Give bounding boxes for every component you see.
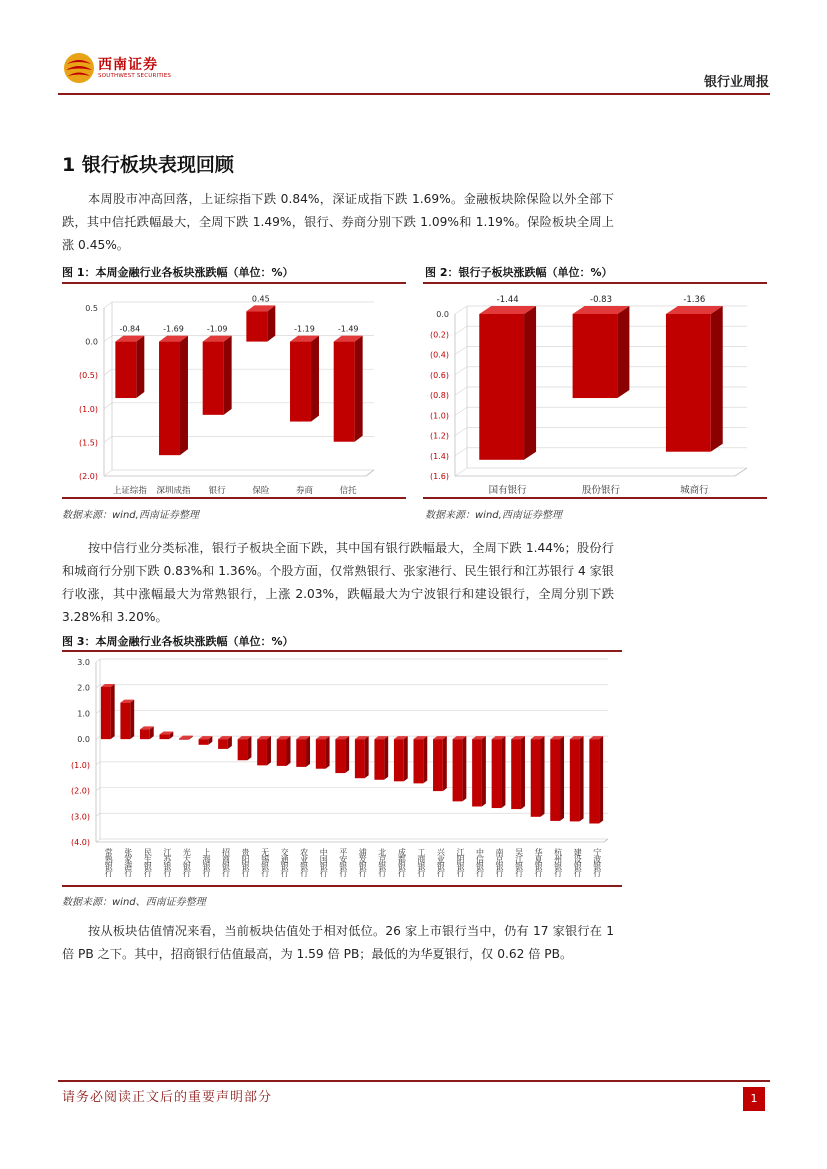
figure-3-source: 数据来源：wind、西南证券整理 (62, 897, 206, 908)
x-tick-label: 兴业银行 (436, 848, 446, 876)
bar-side (136, 336, 144, 398)
bar-side (247, 736, 251, 760)
x-tick-label: 无锡银行 (260, 848, 270, 876)
x-tick-label: 农业银行 (299, 848, 309, 876)
x-tick-label: 江苏银行 (162, 848, 172, 876)
gridline-diagonal (96, 813, 100, 816)
bar-side (443, 736, 447, 791)
bar (334, 342, 355, 442)
bar (394, 739, 404, 781)
gridline-diagonal (96, 685, 100, 688)
x-tick-label: 招商银行 (221, 848, 231, 876)
x-tick-label: 券商 (295, 486, 314, 496)
figure-3-chart (62, 652, 622, 884)
gridline-diagonal (455, 428, 467, 436)
bar-side (311, 336, 319, 422)
x-tick-label: 平安银行 (338, 848, 348, 876)
x-tick-label: 中信银行 (475, 848, 485, 876)
bar (120, 703, 130, 740)
gridline-diagonal (104, 302, 112, 308)
header-divider (58, 93, 770, 95)
data-label: -0.83 (590, 295, 612, 305)
footer-notice: 请务必阅读正文后的重要声明部分 (62, 1090, 273, 1105)
bar (472, 739, 482, 806)
bar (570, 739, 580, 821)
y-tick-label: (0.4) (430, 350, 449, 360)
bar (453, 739, 463, 801)
bar-side (462, 736, 466, 801)
gridline-diagonal (96, 710, 100, 713)
bar-side (267, 305, 275, 341)
bar-side (404, 736, 408, 781)
page-number: 1 (743, 1087, 765, 1111)
bar-side (711, 306, 723, 452)
y-tick-label: (0.8) (430, 391, 449, 400)
bar-side (306, 736, 310, 767)
x-tick-label: 中国银行 (319, 848, 329, 876)
gridline-diagonal (104, 336, 112, 342)
bar (218, 739, 228, 749)
y-tick-label: (4.0) (71, 838, 90, 847)
bar (203, 342, 224, 415)
y-tick-label: (2.0) (79, 472, 98, 481)
paragraph-2: 按中信行业分类标准，银行子板块全面下跌，其中国有银行跌幅最大，全周下跌 1.44%；股份行和城商行分别下跌 0.83%和 1.36%。个股方面，仅常熟银行、张家港行、民生银行和江苏银行 4 家银行收涨，其中涨幅最大为常熟银行，上涨 2.03%，跌幅最大为宁波银行和建设银行，全周分别下跌 3.28%和 3.20%。 (62, 541, 614, 624)
gridline-diagonal (96, 839, 100, 842)
bar-side (524, 306, 536, 460)
section-title: 1 银行板块表现回顾 (62, 154, 234, 176)
floor-edge-diagonal (366, 470, 374, 476)
footer-divider (58, 1080, 770, 1082)
gridline-diagonal (455, 367, 467, 375)
bar-side (560, 736, 564, 821)
gridline-diagonal (104, 436, 112, 442)
x-tick-label: 深圳成指 (156, 486, 191, 496)
x-tick-label: 银行 (208, 486, 226, 496)
gridline-diagonal (455, 407, 467, 415)
bar (355, 739, 365, 778)
bar-side (580, 736, 584, 821)
bar-side (384, 736, 388, 780)
bar (316, 739, 326, 769)
gridline-diagonal (455, 306, 467, 314)
y-tick-label: 0.5 (85, 304, 98, 313)
x-tick-label: 上海银行 (201, 848, 211, 876)
bar-side (617, 306, 629, 398)
x-tick-label: 宁波银行 (592, 848, 602, 876)
bar-side (326, 736, 330, 769)
y-tick-label: 0.0 (436, 310, 449, 319)
bar-side (355, 336, 363, 442)
bar (414, 739, 424, 783)
data-label: -1.44 (496, 295, 519, 305)
y-tick-label: (3.0) (71, 812, 90, 822)
gridline-diagonal (455, 448, 467, 456)
bar (492, 739, 502, 808)
gridline-diagonal (455, 387, 467, 395)
gridline-diagonal (455, 347, 467, 355)
x-tick-label: 建设银行 (573, 848, 583, 876)
data-label: -1.69 (163, 324, 184, 334)
bar (479, 314, 524, 460)
bar (335, 739, 345, 773)
bar-side (541, 736, 545, 817)
x-tick-label: 光大银行 (182, 848, 192, 876)
y-tick-label: (1.0) (430, 411, 449, 421)
data-label: -1.09 (206, 324, 228, 334)
y-tick-label: (1.2) (430, 431, 449, 441)
paragraph-3: 按从板块估值情况来看，当前板块估值处于相对低位。26 家上市银行当中，仍有 17 家银行在 1 倍 PB 之下。其中，招商银行估值最高，为 1.59 倍 PB；最低的为华夏银行，仅 0.62 倍 PB。 (62, 924, 614, 961)
bar (589, 739, 599, 823)
figure-2-source: 数据来源：wind,西南证券整理 (425, 510, 562, 521)
bar (101, 687, 111, 739)
gridline-diagonal (96, 736, 100, 739)
bar (115, 342, 136, 398)
figure-3-bottom-rule (62, 885, 622, 887)
x-tick-label: 城商行 (680, 485, 709, 496)
bar (179, 739, 189, 740)
x-tick-label: 保险 (252, 486, 270, 496)
x-tick-label: 南京银行 (495, 848, 505, 876)
bar-side (287, 736, 291, 766)
x-tick-label: 民生银行 (143, 848, 153, 876)
gridline-diagonal (96, 762, 100, 765)
bar (160, 735, 170, 740)
bar (531, 739, 541, 817)
y-tick-label: 0.0 (77, 735, 90, 745)
bar (246, 311, 267, 341)
bar (199, 739, 209, 745)
x-tick-label: 工商银行 (416, 848, 426, 876)
x-tick-label: 成都银行 (397, 848, 407, 876)
x-tick-label: 吴江银行 (514, 848, 524, 876)
gridline-diagonal (104, 403, 112, 409)
bar (511, 739, 521, 809)
x-tick-label: 贵阳银行 (241, 848, 251, 876)
logo-subtitle: SOUTHWEST SECURITIES (98, 73, 172, 79)
bar-side (599, 736, 603, 823)
figure-1-source: 数据来源：wind,西南证券整理 (62, 510, 199, 521)
y-tick-label: (1.0) (71, 760, 90, 770)
x-tick-label: 国有银行 (488, 485, 527, 496)
report-title: 银行业周报 (703, 75, 769, 90)
y-tick-label: (0.6) (430, 370, 449, 380)
y-tick-label: (2.0) (71, 786, 90, 796)
bar-side (482, 736, 486, 806)
y-tick-label: (1.6) (430, 472, 449, 481)
bar-side (345, 736, 349, 773)
bar-side (521, 736, 525, 809)
y-tick-label: (1.4) (430, 451, 449, 461)
x-tick-label: 上证综指 (112, 486, 147, 496)
bar-side (111, 684, 115, 739)
bar (666, 314, 711, 452)
bar-side (501, 736, 505, 808)
y-tick-label: 3.0 (77, 658, 90, 667)
bar (573, 314, 618, 398)
figure-2-bottom-rule (423, 497, 767, 499)
x-tick-label: 股份银行 (581, 485, 621, 496)
data-label: -1.49 (337, 324, 359, 334)
bar (238, 739, 248, 760)
bar-side (267, 736, 271, 765)
bar (159, 342, 180, 456)
figure-1-title: 图 1：本周金融行业各板块涨跌幅（单位：%） (62, 266, 294, 279)
logo-name: 西南证券 (98, 57, 158, 73)
gridline-diagonal (96, 659, 100, 662)
gridline-diagonal (455, 468, 467, 476)
y-tick-label: 0.0 (85, 337, 98, 347)
y-tick-label: (1.0) (79, 404, 98, 414)
figure-3-title: 图 3：本周金融行业各板块涨跌幅（单位：%） (62, 635, 294, 648)
bar-side (224, 336, 232, 415)
floor-edge-diagonal (604, 839, 608, 842)
x-tick-label: 华夏银行 (534, 848, 544, 876)
y-tick-label: (1.5) (79, 438, 98, 448)
floor-edge-diagonal (735, 468, 747, 476)
gridline-diagonal (455, 326, 467, 334)
bar (257, 739, 267, 765)
gridline-diagonal (96, 788, 100, 791)
paragraph-1: 本周股市冲高回落，上证综指下跌 0.84%，深证成指下跌 1.69%。金融板块除保险以外全部下跌，其中信托跌幅最大，全周下跌 1.49%，银行、券商分别下跌 1.09%和 1.19%。保险板块全周上涨 0.45%。 (62, 192, 614, 252)
bar (277, 739, 287, 766)
data-label: -1.36 (683, 295, 706, 305)
bar (296, 739, 306, 767)
figure-2-chart (423, 284, 767, 496)
x-tick-label: 常熟银行 (104, 848, 114, 876)
y-tick-label: 1.0 (77, 709, 90, 719)
x-tick-label: 张家港行 (123, 848, 133, 876)
figure-1-chart (62, 284, 406, 496)
y-tick-label: (0.5) (79, 371, 98, 381)
figure-2-title: 图 2：银行子板块涨跌幅（单位：%） (425, 266, 613, 279)
y-tick-label: (0.2) (430, 330, 449, 340)
x-tick-label: 北京银行 (377, 848, 387, 876)
figure-1-bottom-rule (62, 497, 406, 499)
gridline-diagonal (104, 470, 112, 476)
bar-side (130, 700, 134, 740)
x-tick-label: 交通银行 (280, 848, 290, 876)
bar-side (365, 736, 369, 778)
data-label: -1.19 (294, 324, 315, 334)
x-tick-label: 信托 (339, 486, 357, 496)
data-label: 0.45 (251, 294, 270, 304)
bar-side (180, 336, 188, 456)
bar (374, 739, 384, 780)
bar (550, 739, 560, 821)
x-tick-label: 杭州银行 (553, 848, 563, 876)
gridline-diagonal (104, 369, 112, 375)
bar (290, 342, 311, 422)
bar (433, 739, 443, 791)
x-tick-label: 江阴银行 (455, 848, 465, 876)
y-tick-label: 2.0 (77, 683, 90, 693)
x-tick-label: 浦发银行 (358, 848, 368, 876)
bar (140, 729, 150, 739)
bar-side (423, 736, 427, 783)
data-label: -0.84 (119, 324, 141, 334)
